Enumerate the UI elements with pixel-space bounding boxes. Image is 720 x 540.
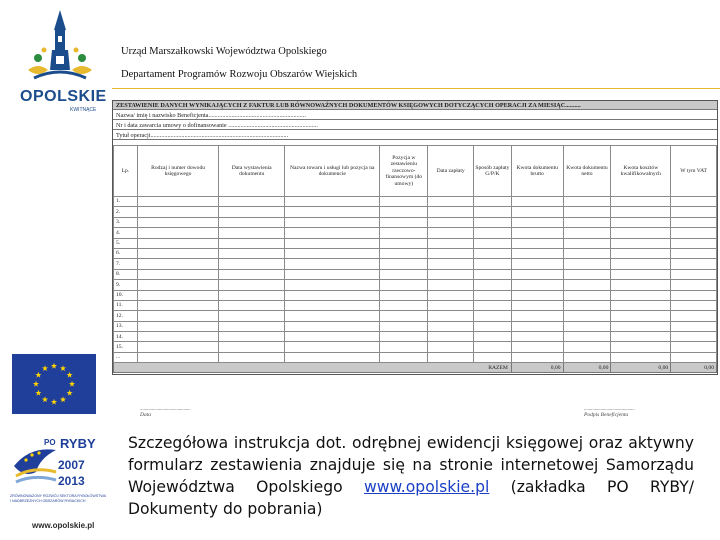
form-cell bbox=[380, 352, 428, 362]
form-cell bbox=[473, 300, 511, 310]
form-cell bbox=[428, 238, 474, 248]
form-cell bbox=[611, 238, 671, 248]
form-cell bbox=[563, 259, 611, 269]
form-cell bbox=[380, 342, 428, 352]
form-cell bbox=[473, 321, 511, 331]
form-cell bbox=[611, 259, 671, 269]
eu-star-icon bbox=[35, 390, 41, 396]
form-cell bbox=[137, 332, 219, 342]
form-cell bbox=[137, 197, 219, 207]
ryby-prefix: PO bbox=[44, 438, 56, 447]
form-cell bbox=[285, 248, 380, 258]
form-cell bbox=[285, 352, 380, 362]
form-cell bbox=[671, 197, 717, 207]
po-ryby-logo bbox=[10, 436, 106, 528]
form-cell bbox=[428, 300, 474, 310]
form-cell bbox=[137, 321, 219, 331]
form-cell bbox=[511, 197, 563, 207]
form-row bbox=[114, 238, 717, 248]
form-cell bbox=[137, 311, 219, 321]
form-cell bbox=[611, 342, 671, 352]
form-cell bbox=[285, 228, 380, 238]
opolskie-logo bbox=[14, 8, 106, 112]
form-column-header: Kwota kosztów kwalifikowalnych bbox=[611, 146, 671, 197]
form-cell bbox=[473, 259, 511, 269]
form-row bbox=[114, 217, 717, 227]
form-operation-line: Tytuł operacji......................................................................................... bbox=[113, 131, 717, 140]
form-cell bbox=[219, 352, 285, 362]
form-cell bbox=[137, 207, 219, 217]
form-cell bbox=[219, 197, 285, 207]
form-cell bbox=[428, 228, 474, 238]
form-column-header: Kwota dokumentu netto bbox=[563, 146, 611, 197]
signature-beneficiary bbox=[584, 406, 635, 418]
header-department: Departament Programów Rozwoju Obszarów Wiejskich bbox=[121, 69, 358, 80]
form-cell bbox=[563, 269, 611, 279]
ryby-year-end: 2013 bbox=[58, 474, 85, 488]
form-cell bbox=[285, 280, 380, 290]
form-row-number: 11. bbox=[114, 300, 138, 310]
expense-summary-form bbox=[112, 100, 718, 375]
form-cell bbox=[511, 217, 563, 227]
instruction-text: Szczegółowa instrukcja dot. odrębnej ewidencji księgowej oraz aktywny formularz zestawienia znajduje się na stronie internetowej Samorządu Województwa Opolskiego bbox=[128, 434, 694, 496]
eu-star-icon bbox=[42, 365, 48, 371]
form-cell bbox=[428, 248, 474, 258]
form-cell bbox=[219, 259, 285, 269]
form-cell bbox=[671, 228, 717, 238]
form-cell bbox=[137, 300, 219, 310]
form-cell bbox=[611, 280, 671, 290]
form-sum-value: 0,00 bbox=[671, 363, 717, 373]
form-cell bbox=[285, 197, 380, 207]
ryby-subtitle: ZRÓWNOWAŻONY ROZWÓJ SEKTORA RYBOŁÓWSTWA I NADBRZEŻNYCH OBSZARÓW RYBACKICH bbox=[10, 494, 106, 503]
eu-star-icon bbox=[60, 365, 66, 371]
form-cell bbox=[563, 217, 611, 227]
form-row bbox=[114, 259, 717, 269]
eu-star-icon bbox=[33, 381, 39, 387]
form-cell bbox=[285, 207, 380, 217]
eu-flag bbox=[12, 354, 96, 414]
opolskie-wordmark: OPOLSKIE bbox=[20, 88, 107, 105]
form-cell bbox=[219, 311, 285, 321]
form-cell bbox=[473, 352, 511, 362]
form-cell bbox=[671, 238, 717, 248]
form-cell bbox=[285, 259, 380, 269]
instruction-suffix: (zakładka PO RYBY/ Dokumenty do pobrania) bbox=[128, 478, 694, 518]
form-cell bbox=[671, 352, 717, 362]
form-row-number: 5. bbox=[114, 238, 138, 248]
form-row bbox=[114, 332, 717, 342]
form-row bbox=[114, 352, 717, 362]
form-cell bbox=[219, 300, 285, 310]
form-cell bbox=[671, 342, 717, 352]
instruction-paragraph bbox=[128, 432, 694, 520]
form-cell bbox=[611, 248, 671, 258]
form-sum-value: 0,00 bbox=[611, 363, 671, 373]
form-cell bbox=[137, 259, 219, 269]
form-cell bbox=[380, 238, 428, 248]
eu-star-icon bbox=[42, 396, 48, 402]
form-cell bbox=[511, 290, 563, 300]
form-column-header: Data wystawienia dokumentu bbox=[219, 146, 285, 197]
form-cell bbox=[671, 259, 717, 269]
form-cell bbox=[671, 207, 717, 217]
form-cell bbox=[611, 207, 671, 217]
form-cell bbox=[285, 311, 380, 321]
form-row-number: 2. bbox=[114, 207, 138, 217]
form-cell bbox=[511, 311, 563, 321]
eu-star-icon bbox=[69, 381, 75, 387]
form-cell bbox=[611, 332, 671, 342]
form-cell bbox=[671, 332, 717, 342]
header-divider bbox=[112, 88, 720, 89]
form-row bbox=[114, 228, 717, 238]
form-cell bbox=[671, 321, 717, 331]
form-cell bbox=[137, 228, 219, 238]
form-cell bbox=[511, 248, 563, 258]
form-cell bbox=[511, 280, 563, 290]
form-cell bbox=[380, 300, 428, 310]
form-cell bbox=[380, 269, 428, 279]
form-cell bbox=[511, 228, 563, 238]
form-cell bbox=[473, 197, 511, 207]
form-cell bbox=[473, 290, 511, 300]
form-row bbox=[114, 197, 717, 207]
signature-beneficiary-dots: ........................................... bbox=[584, 406, 635, 412]
eu-star-icon bbox=[67, 390, 73, 396]
form-cell bbox=[511, 321, 563, 331]
form-cell bbox=[473, 280, 511, 290]
form-cell bbox=[285, 332, 380, 342]
form-column-header: Kwota dokumentu brutto bbox=[511, 146, 563, 197]
form-column-header: Sposób zapłaty G/P/K bbox=[473, 146, 511, 197]
form-cell bbox=[137, 217, 219, 227]
form-cell bbox=[137, 248, 219, 258]
form-cell bbox=[671, 290, 717, 300]
opolskie-tagline: KWITNĄCE bbox=[70, 107, 97, 113]
form-column-header: Rodzaj i numer dowodu księgowego bbox=[137, 146, 219, 197]
form-cell bbox=[473, 248, 511, 258]
form-cell bbox=[671, 248, 717, 258]
form-cell bbox=[219, 321, 285, 331]
form-cell bbox=[285, 238, 380, 248]
form-cell bbox=[511, 259, 563, 269]
form-cell bbox=[428, 321, 474, 331]
signature-date bbox=[140, 406, 191, 418]
form-sum-value: 0,00 bbox=[511, 363, 563, 373]
form-cell bbox=[428, 217, 474, 227]
form-cell bbox=[511, 300, 563, 310]
form-cell bbox=[137, 352, 219, 362]
form-cell bbox=[428, 311, 474, 321]
form-cell bbox=[473, 269, 511, 279]
form-cell bbox=[285, 321, 380, 331]
form-row bbox=[114, 248, 717, 258]
castle-tower-icon bbox=[14, 8, 106, 88]
form-row-number: 14. bbox=[114, 332, 138, 342]
ryby-name: RYBY bbox=[60, 436, 96, 451]
form-column-header: Pozycja w zestawieniu rzeczowo-finansowym (do umowy) bbox=[380, 146, 428, 197]
form-row-number: 6. bbox=[114, 248, 138, 258]
form-cell bbox=[671, 280, 717, 290]
form-row bbox=[114, 290, 717, 300]
form-row-number: 15. bbox=[114, 342, 138, 352]
form-cell bbox=[563, 332, 611, 342]
form-cell bbox=[285, 269, 380, 279]
form-cell bbox=[563, 290, 611, 300]
form-cell bbox=[219, 269, 285, 279]
form-cell bbox=[428, 342, 474, 352]
form-cell bbox=[511, 352, 563, 362]
form-cell bbox=[285, 300, 380, 310]
header-office: Urząd Marszałkowski Województwa Opolskiego bbox=[121, 46, 327, 57]
eu-star-icon bbox=[51, 363, 57, 369]
form-cell bbox=[473, 332, 511, 342]
form-cell bbox=[137, 290, 219, 300]
form-cell bbox=[611, 352, 671, 362]
form-column-header: W tym VAT bbox=[671, 146, 717, 197]
form-cell bbox=[563, 197, 611, 207]
form-row-number: ... bbox=[114, 352, 138, 362]
form-row-number: 1. bbox=[114, 197, 138, 207]
sidebar bbox=[0, 0, 110, 540]
form-cell bbox=[380, 311, 428, 321]
signature-date-dots: ........................................... bbox=[140, 406, 191, 412]
eu-star-icon bbox=[67, 372, 73, 378]
form-row bbox=[114, 300, 717, 310]
form-sum-value: 0,00 bbox=[563, 363, 611, 373]
form-cell bbox=[511, 238, 563, 248]
form-cell bbox=[563, 280, 611, 290]
website-label: www.opolskie.pl bbox=[32, 521, 95, 530]
form-row-number: 12. bbox=[114, 311, 138, 321]
form-cell bbox=[671, 311, 717, 321]
form-row-number: 7. bbox=[114, 259, 138, 269]
ryby-year-start: 2007 bbox=[58, 458, 85, 472]
form-cell bbox=[563, 228, 611, 238]
form-cell bbox=[380, 248, 428, 258]
form-cell bbox=[285, 342, 380, 352]
form-cell bbox=[473, 207, 511, 217]
form-cell bbox=[219, 342, 285, 352]
form-cell bbox=[428, 269, 474, 279]
form-cell bbox=[473, 217, 511, 227]
form-cell bbox=[473, 238, 511, 248]
form-cell bbox=[611, 300, 671, 310]
form-cell bbox=[611, 290, 671, 300]
form-contract-line: Nr i data zawarcia umowy o dofinansowanie .......................................................... bbox=[113, 121, 717, 130]
form-row-number: 13. bbox=[114, 321, 138, 331]
form-cell bbox=[219, 207, 285, 217]
form-cell bbox=[428, 259, 474, 269]
form-cell bbox=[611, 269, 671, 279]
form-cell bbox=[380, 321, 428, 331]
form-cell bbox=[563, 342, 611, 352]
opolskie-link[interactable]: www.opolskie.pl bbox=[363, 478, 490, 496]
form-cell bbox=[563, 352, 611, 362]
form-beneficiary-line: Nazwa/ imię i nazwisko Beneficjenta............................................................... bbox=[113, 111, 717, 120]
form-cell bbox=[380, 259, 428, 269]
form-cell bbox=[511, 207, 563, 217]
form-cell bbox=[611, 311, 671, 321]
form-cell bbox=[380, 197, 428, 207]
form-cell bbox=[219, 238, 285, 248]
form-row-number: 3. bbox=[114, 217, 138, 227]
form-cell bbox=[563, 311, 611, 321]
form-cell bbox=[380, 207, 428, 217]
form-cell bbox=[219, 228, 285, 238]
form-row-number: 10. bbox=[114, 290, 138, 300]
form-cell bbox=[380, 228, 428, 238]
form-cell bbox=[219, 248, 285, 258]
form-row-number: 8. bbox=[114, 269, 138, 279]
form-cell bbox=[611, 217, 671, 227]
form-row bbox=[114, 342, 717, 352]
form-title: ZESTAWIENIE DANYCH WYNIKAJĄCYCH Z FAKTUR LUB RÓWNOWAŻNYCH DOKUMENTÓW KSIĘGOWYCH DOTYCZĄCYCH OPERACJI ZA MIESIĄC.......... bbox=[113, 101, 717, 110]
eu-star-icon bbox=[51, 399, 57, 405]
form-cell bbox=[428, 197, 474, 207]
form-cell bbox=[380, 217, 428, 227]
form-cell bbox=[671, 269, 717, 279]
form-cell bbox=[428, 352, 474, 362]
form-row-number: 9. bbox=[114, 280, 138, 290]
form-sum-label: RAZEM bbox=[114, 363, 512, 373]
form-table bbox=[113, 145, 717, 373]
form-row bbox=[114, 280, 717, 290]
form-cell bbox=[511, 269, 563, 279]
form-row bbox=[114, 269, 717, 279]
form-cell bbox=[563, 207, 611, 217]
form-cell bbox=[285, 290, 380, 300]
form-cell bbox=[473, 311, 511, 321]
form-cell bbox=[428, 290, 474, 300]
form-row bbox=[114, 321, 717, 331]
form-cell bbox=[137, 280, 219, 290]
form-cell bbox=[563, 248, 611, 258]
form-cell bbox=[511, 342, 563, 352]
form-cell bbox=[428, 332, 474, 342]
form-cell bbox=[137, 238, 219, 248]
form-row bbox=[114, 207, 717, 217]
form-cell bbox=[671, 300, 717, 310]
form-cell bbox=[380, 280, 428, 290]
form-cell bbox=[611, 197, 671, 207]
form-row bbox=[114, 311, 717, 321]
form-cell bbox=[219, 217, 285, 227]
form-cell bbox=[511, 332, 563, 342]
form-cell bbox=[563, 321, 611, 331]
form-cell bbox=[285, 217, 380, 227]
form-cell bbox=[563, 238, 611, 248]
eu-stars-icon bbox=[12, 354, 96, 414]
form-cell bbox=[611, 228, 671, 238]
signature-date-label: Data bbox=[140, 412, 151, 418]
form-cell bbox=[473, 342, 511, 352]
form-cell bbox=[671, 217, 717, 227]
signature-beneficiary-label: Podpis Beneficjenta bbox=[584, 412, 629, 418]
form-column-header: Lp. bbox=[114, 146, 138, 197]
form-cell bbox=[563, 300, 611, 310]
form-column-header: Nazwa towaru i usługi lub pozycja na dokumencie bbox=[285, 146, 380, 197]
form-cell bbox=[611, 321, 671, 331]
form-row-number: 4. bbox=[114, 228, 138, 238]
form-sum-row bbox=[114, 363, 717, 373]
eu-star-icon bbox=[35, 372, 41, 378]
form-cell bbox=[219, 280, 285, 290]
form-cell bbox=[428, 207, 474, 217]
form-column-header: Data zapłaty bbox=[428, 146, 474, 197]
form-cell bbox=[137, 269, 219, 279]
form-cell bbox=[380, 332, 428, 342]
form-cell bbox=[380, 290, 428, 300]
form-cell bbox=[219, 332, 285, 342]
eu-star-icon bbox=[60, 396, 66, 402]
form-cell bbox=[473, 228, 511, 238]
form-cell bbox=[219, 290, 285, 300]
form-cell bbox=[428, 280, 474, 290]
form-cell bbox=[137, 342, 219, 352]
